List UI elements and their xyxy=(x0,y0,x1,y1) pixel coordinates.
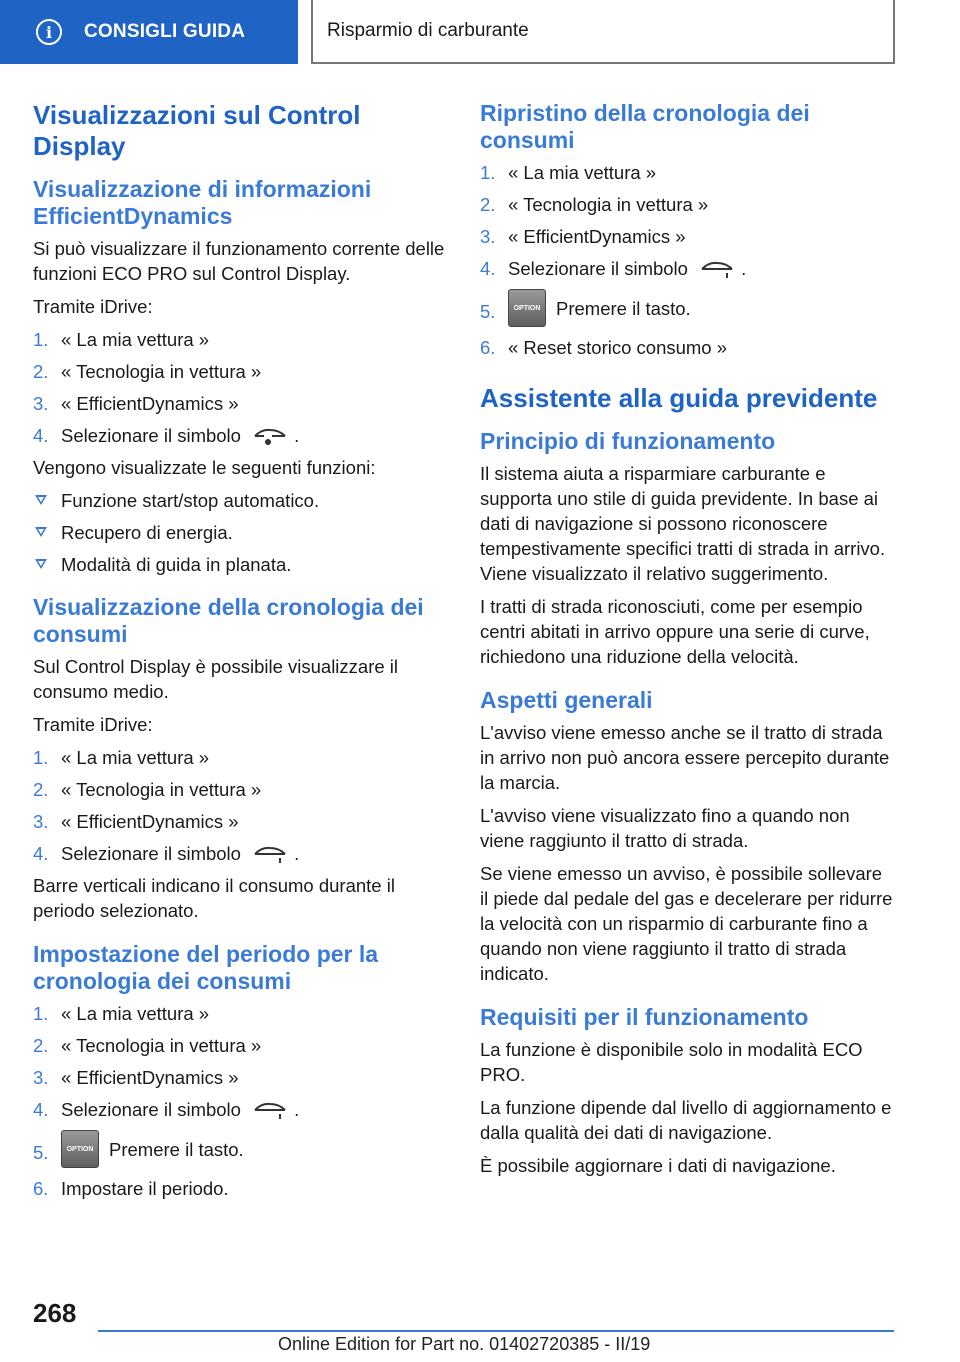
list-item: Funzione start/stop automatico. xyxy=(33,488,448,513)
heading-visualizzazioni: Visualizzazioni sul Control Display xyxy=(33,100,361,161)
consumption-symbol-icon xyxy=(252,845,288,865)
steps-list xyxy=(33,745,448,866)
list-item: 4. Selezionare il simbolo . xyxy=(33,1099,300,1120)
paragraph: Tramite iDrive: xyxy=(33,714,153,735)
paragraph: Se viene emesso un avviso, è possibile sollevare il piede dal pedale del gas e decelerare per ridurre la velocità con un risparmio di carburante fino a quando non viene raggiunto il tratto di strada indicato. xyxy=(480,863,893,984)
paragraph: È possibile aggiornare i dati di navigazione. xyxy=(480,1155,836,1176)
list-item: 3. « EfficientDynamics » xyxy=(480,226,686,247)
paragraph: Tramite iDrive: xyxy=(33,296,153,317)
page-number: 268 xyxy=(33,1298,77,1328)
list-item: 3. « EfficientDynamics » xyxy=(33,811,239,832)
paragraph: I tratti di strada riconosciuti, come per esempio centri abitati in arrivo oppure una serie di curve, richiedono una riduzione della velocità. xyxy=(480,596,870,667)
list-item: 5. OPTION Premere il tasto. xyxy=(33,1129,448,1169)
list-item: Modalità di guida in planata. xyxy=(33,552,448,577)
right-column xyxy=(480,100,895,1186)
efficientdynamics-symbol-icon xyxy=(252,427,288,447)
list-item: 1. « La mia vettura » xyxy=(33,1003,210,1024)
heading-assistente: Assistente alla guida previdente xyxy=(480,383,878,413)
heading-efficientdynamics: Visualizzazione di informazioni EfficientDynamics xyxy=(33,176,372,229)
paragraph: La funzione è disponibile solo in modalità ECO PRO. xyxy=(480,1039,863,1085)
section-tab xyxy=(0,0,298,64)
list-item: 3. « EfficientDynamics » xyxy=(33,393,239,414)
list-item: 4. Selezionare il simbolo . xyxy=(33,843,300,864)
footer-divider xyxy=(98,1330,894,1332)
list-item: 6. « Reset storico consumo » xyxy=(480,337,728,358)
option-button-icon: OPTION xyxy=(61,1130,99,1168)
heading-ripristino: Ripristino della cronologia dei consumi xyxy=(480,100,810,153)
list-item: 4. Selezionare il simbolo . xyxy=(480,258,747,279)
heading-aspetti: Aspetti generali xyxy=(480,687,653,713)
heading-cronologia: Visualizzazione della cronologia dei consumi xyxy=(33,594,424,647)
heading-requisiti: Requisiti per il funzionamento xyxy=(480,1004,809,1030)
list-item: 1. « La mia vettura » xyxy=(480,162,657,183)
consumption-symbol-icon xyxy=(252,1101,288,1121)
consumption-symbol-icon xyxy=(699,260,735,280)
section-title: CONSIGLI GUIDA xyxy=(84,21,246,42)
paragraph: Si può visualizzare il funzionamento corrente delle funzioni ECO PRO sul Control Display. xyxy=(33,238,445,284)
info-icon: i xyxy=(36,19,62,45)
list-item: 6. Impostare il periodo. xyxy=(33,1178,229,1199)
list-item: 3. « EfficientDynamics » xyxy=(33,1067,239,1088)
chapter-title: Risparmio di carburante xyxy=(311,0,895,64)
list-item: 4. Selezionare il simbolo . xyxy=(33,425,300,446)
list-item: 2. « Tecnologia in vettura » xyxy=(33,361,262,382)
paragraph: L'avviso viene visualizzato fino a quando non viene raggiunto il tratto di strada. xyxy=(480,805,850,851)
paragraph: La funzione dipende dal livello di aggiornamento e dalla qualità dei dati di navigazione. xyxy=(480,1097,892,1143)
list-item: 1. « La mia vettura » xyxy=(33,329,210,350)
list-item: Recupero di energia. xyxy=(33,520,448,545)
list-item: 2. « Tecnologia in vettura » xyxy=(33,779,262,800)
footer-edition: Online Edition for Part no. 01402720385 - II/19 xyxy=(278,1334,651,1354)
paragraph: Vengono visualizzate le seguenti funzioni: xyxy=(33,457,376,478)
list-item: 1. « La mia vettura » xyxy=(33,747,210,768)
steps-list xyxy=(480,160,895,360)
heading-principio: Principio di funzionamento xyxy=(480,428,776,454)
paragraph: L'avviso viene emesso anche se il tratto di strada in arrivo non può ancora essere percepito durante la marcia. xyxy=(480,722,890,793)
heading-periodo: Impostazione del periodo per la cronologia dei consumi xyxy=(33,941,379,994)
steps-list xyxy=(33,1001,448,1201)
steps-list xyxy=(33,327,448,448)
option-button-icon: OPTION xyxy=(508,289,546,327)
bullet-list xyxy=(33,488,448,577)
left-column xyxy=(33,100,448,1208)
paragraph: Barre verticali indicano il consumo durante il periodo selezionato. xyxy=(33,875,395,921)
list-item: 2. « Tecnologia in vettura » xyxy=(33,1035,262,1056)
paragraph: Sul Control Display è possibile visualizzare il consumo medio. xyxy=(33,656,399,702)
paragraph: Il sistema aiuta a risparmiare carburante e supporta uno stile di guida previdente. In base ai dati di navigazione si possono riconoscere tempestivamente specifici tratti di strada in arrivo. Viene visualizzato il relativo suggerimento. xyxy=(480,463,886,584)
list-item: 2. « Tecnologia in vettura » xyxy=(480,194,709,215)
list-item: 5. OPTION Premere il tasto. xyxy=(480,288,895,328)
